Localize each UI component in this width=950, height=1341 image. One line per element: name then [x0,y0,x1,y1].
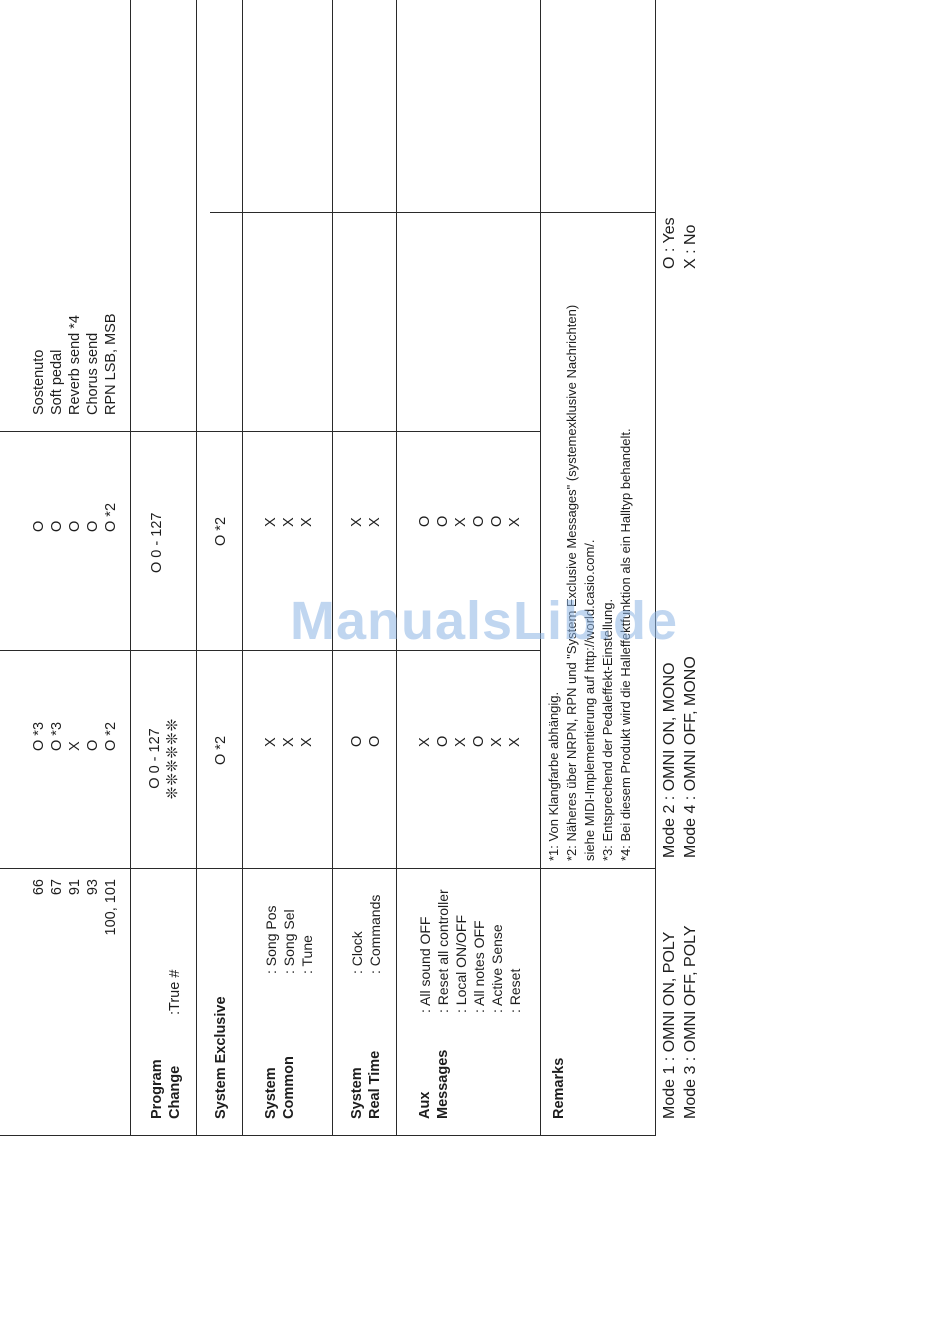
list-item: : Reset all controller [435,889,451,1013]
list-item: : Song Pos [263,905,279,974]
control-number: 67 [49,879,65,896]
transmitted-value: O [435,734,451,747]
remark-text: Chorus send [85,332,101,415]
table-border-bottom [655,0,656,1136]
system-common-items [262,906,316,975]
transmitted-value: O [349,734,365,747]
realtime-recognized [348,516,384,527]
recognized-value: O [471,514,487,527]
program-transmitted [146,696,182,821]
sysex-transmitted: O *2 [213,735,229,765]
legend [659,217,701,269]
mode-item: Mode 4 : OMNI OFF, MONO [682,656,699,858]
row-label-line: Common [281,1056,297,1119]
list-item: : Tune [299,935,315,974]
watermark: ManualsLib.de [290,591,679,651]
list-item: : All sound OFF [417,916,433,1013]
common-recognized [262,516,316,527]
control-transmitted-list [30,722,120,751]
aux-recognized [416,515,524,527]
system-realtime-items [348,895,384,974]
row-divider-program [196,0,197,1136]
row-label-line: Messages [435,1049,451,1119]
row-divider-aux [540,0,541,1136]
row-divider-sysex [242,0,243,1136]
list-item: : Reset [507,968,523,1013]
transmitted-value: X [507,736,523,747]
column-divider-recognized [0,431,541,432]
list-item: : Clock [349,931,365,974]
row-divider-realtime [396,0,397,1136]
system-exclusive-label: System Exclusive [213,996,229,1119]
mode-item: Mode 3 : OMNI OFF, POLY [682,925,699,1119]
transmitted-value: X [281,736,297,747]
realtime-transmitted [348,735,384,747]
recognized-value: O *2 [103,502,119,532]
legend-yes: O : Yes [661,217,678,269]
program-change-sub: :True # [167,969,183,1015]
remarks-notes [545,305,635,861]
remark-text: Soft pedal [49,349,65,415]
transmitted-value: X [489,736,505,747]
transmitted-value: O *2 [103,721,119,751]
row-label-line: System [349,1067,365,1119]
remarks-label: Remarks [551,1057,567,1119]
program-change-label [148,1059,184,1119]
footnote: siehe MIDI-Implementierung auf http://world.casio.com/. [582,539,597,861]
recognized-value: O [49,520,65,532]
recognized-value: O [417,514,433,527]
mode-item: Mode 1 : OMNI ON, POLY [661,931,678,1119]
footnote: *4: Bei diesem Produkt wird die Halleffektfunktion als ein Halltyp behandelt. [618,428,633,861]
transmitted-value: X [417,736,433,747]
list-item: : All notes OFF [471,920,487,1013]
table-border-left [0,1135,656,1136]
transmitted-value: O 0 - 127 [147,728,163,789]
control-number-list [30,879,120,1041]
remark-text: Sostenuto [31,349,47,415]
transmitted-value: X [67,741,83,751]
table-border-top [130,0,131,1136]
program-recognized: O 0 - 127 [149,512,165,573]
mode-list-right [659,656,701,858]
recognized-value: O [435,514,451,527]
control-number: 100, 101 [103,879,119,936]
aux-transmitted [416,735,524,747]
row-label-line: Aux [417,1091,433,1119]
recognized-value: O [31,520,47,532]
recognized-value: X [349,516,365,527]
control-number: 91 [67,879,83,896]
common-transmitted [262,736,316,747]
transmitted-value: X [453,736,469,747]
recognized-value: X [299,516,315,527]
control-number: 66 [31,879,47,896]
recognized-value: X [367,516,383,527]
recognized-value: X [453,516,469,527]
sysex-recognized: O *2 [213,516,229,546]
recognized-value: X [281,516,297,527]
control-remarks-list [30,313,120,415]
aux-messages-label [416,1050,452,1119]
footnote: *2: Näheres über NRPN, RPN und "System Exclusive Messages" (systemexklusive Nachrichten) [564,304,579,861]
recognized-value: X [263,516,279,527]
recognized-value: O [489,514,505,527]
aux-messages-items [416,889,524,1013]
transmitted-value: O [85,739,101,751]
control-number: 93 [85,879,101,896]
transmitted-value: O [471,734,487,747]
recognized-value: O [85,520,101,532]
row-label-line: Change [167,1065,183,1119]
list-item: : Song Sel [281,909,297,974]
row-label-line: Real Time [367,1050,383,1119]
transmitted-value: O [367,734,383,747]
transmitted-value: X [263,736,279,747]
transmitted-value: X [299,736,315,747]
transmitted-value: O *3 [31,721,47,751]
system-realtime-label [348,1051,384,1119]
legend-no: X : No [682,224,699,269]
row-label-line: System [263,1067,279,1119]
row-label-line: Program [149,1059,165,1119]
list-item: : Commands [367,894,383,974]
recognized-value: X [507,516,523,527]
mode-list-left [659,925,701,1119]
list-item: : Local ON/OFF [453,914,469,1013]
row-divider-common [332,0,333,1136]
transmitted-value: O *3 [49,721,65,751]
footnote: *1: Von Klangfarbe abhängig. [546,691,561,861]
control-recognized-list [30,503,120,532]
table-border-right [210,212,656,213]
column-divider-function [0,868,656,869]
remark-text: RPN LSB, MSB [103,313,119,415]
remark-text: Reverb send *4 [67,315,83,415]
transmitted-value: ❊❊❊❊❊❊ [164,717,181,800]
recognized-value: O [67,520,83,532]
list-item: : Active Sense [489,924,505,1013]
system-common-label [262,1056,298,1119]
mode-item: Mode 2 : OMNI ON, MONO [661,662,678,858]
footnote: *3: Entsprechend der Pedaleffekt-Einstellung. [600,598,615,861]
